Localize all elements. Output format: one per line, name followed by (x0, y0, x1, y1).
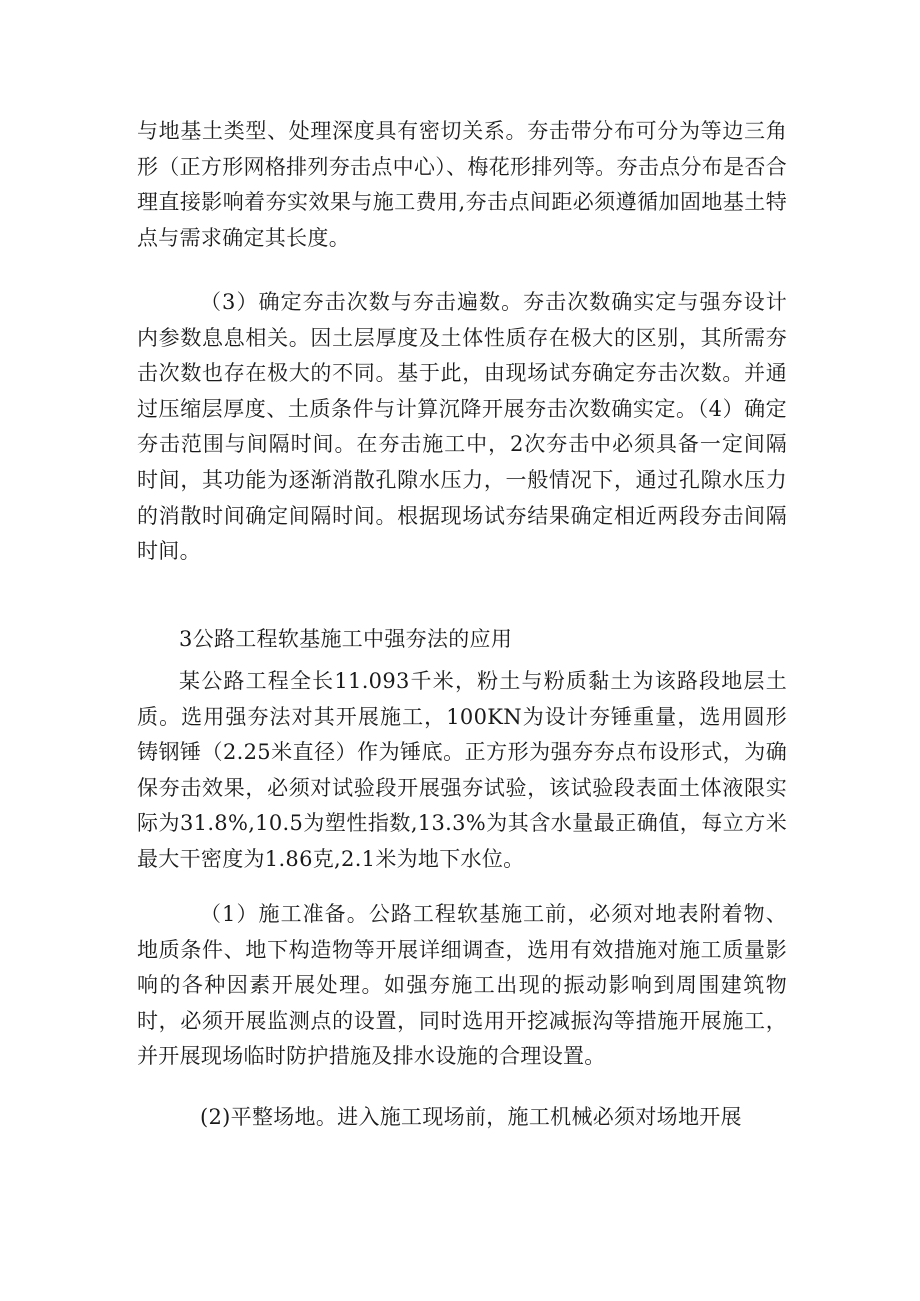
paragraph-project-overview: 某公路工程全长11.093千米，粉土与粉质黏土为该路段地层土质。选用强夯法对其开展施工，100KN为设计夯锤重量，选用圆形铸钢锤（2.25米直径）作为锤底。正方形为强夯夯点布设形式，为确保夯击效果，必须对试验段开展强夯试验，该试验段表面土体液限实际为31.8%,10.5为塑性指数,13.3%为其含水量最正确值，每立方米最大干密度为1.86克,2.1米为地下水位。 (137, 669, 787, 871)
paragraph-construction-preparation: （1）施工准备。公路工程软基施工前，必须对地表附着物、地质条件、地下构造物等开展详细调查，选用有效措施对施工质量影响的各种因素开展处理。如强夯施工出现的振动影响到周围建筑物时，必须开展监测点的设置，同时选用开挖减振沟等措施开展施工，并开展现场临时防护措施及排水设施的合理设置。 (137, 902, 787, 1069)
paragraph-tamping-count: （3）确定夯击次数与夯击遍数。夯击次数确实定与强夯设计内参数息息相关。因土层厚度及土体性质存在极大的区别，其所需夯击次数也存在极大的不同。基于此，由现场试夯确定夯击次数。并通过压缩层厚度、土质条件与计算沉降开展夯击次数确实定。（4）确定夯击范围与间隔时间。在夯击施工中，2次夯击中必须具备一定间隔时间，其功能为逐渐消散孔隙水压力，一般情况下，通过孔隙水压力的消散时间确定间隔时间。根据现场试夯结果确定相近两段夯击间隔时间。 (137, 290, 787, 564)
section-heading: 3公路工程软基施工中强夯法的应用 (179, 627, 513, 651)
paragraph-tamping-distribution: 与地基土类型、处理深度具有密切关系。夯击带分布可分为等边三角形（正方形网格排列夯击点中心）、梅花形排列等。夯击点分布是否合理直接影响着夯实效果与施工费用,夯击点间距必须遵循加固地基土特点与需求确定其长度。 (137, 119, 787, 250)
paragraph-site-leveling: (2)平整场地。进入施工现场前，施工机械必须对场地开展 (200, 1105, 742, 1129)
